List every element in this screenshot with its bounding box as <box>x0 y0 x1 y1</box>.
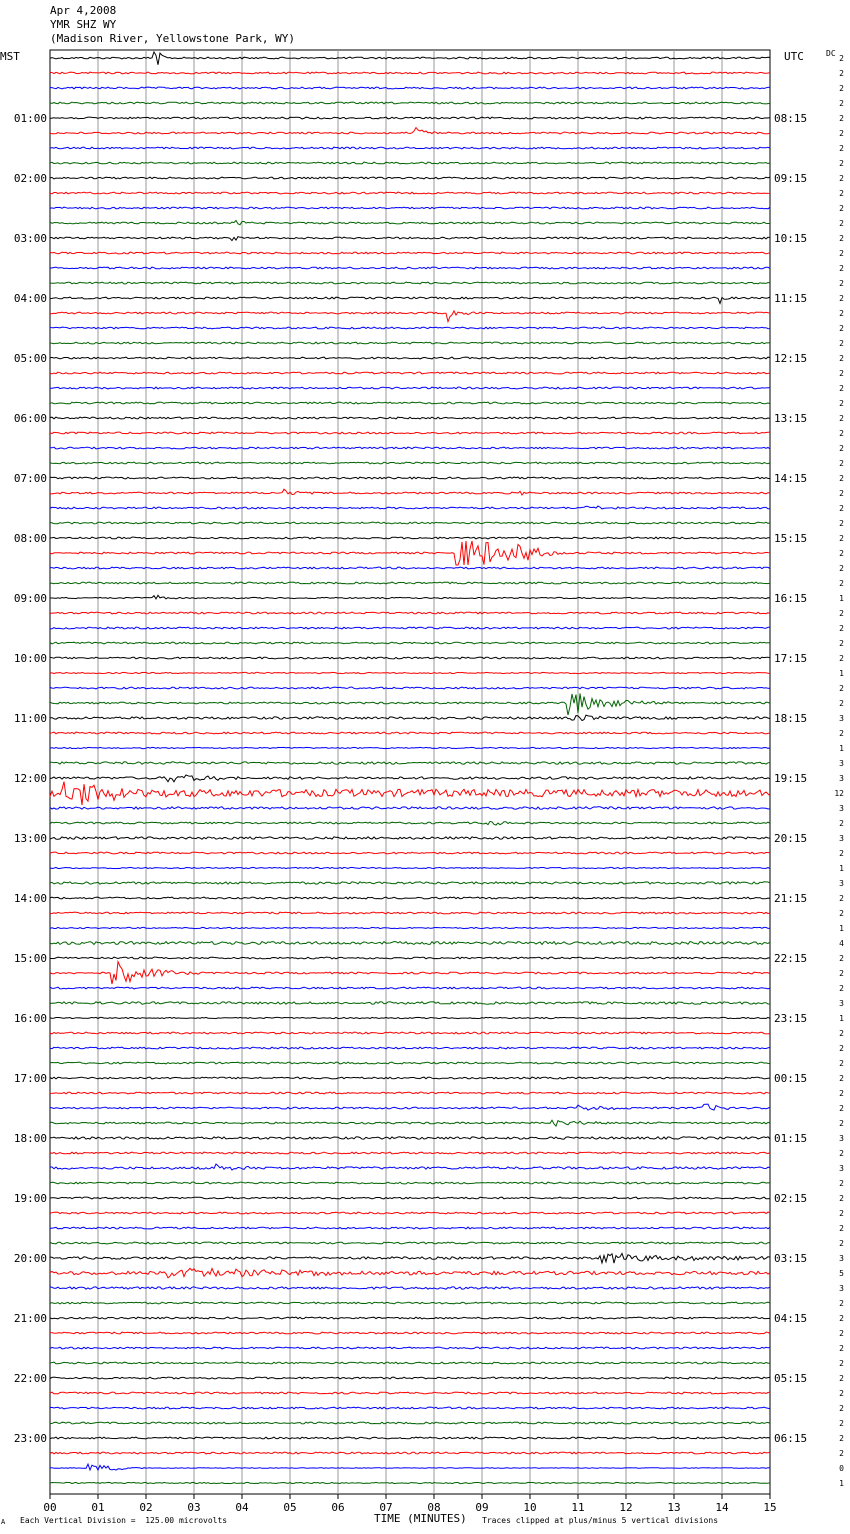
seismic-trace <box>50 1227 770 1229</box>
utc-hour-label: 17:15 <box>774 652 808 665</box>
dc-offset-value: 2 <box>839 354 844 363</box>
utc-hour-label: 03:15 <box>774 1252 808 1265</box>
x-tick-label: 04 <box>235 1501 249 1514</box>
seismic-trace <box>50 1317 770 1319</box>
utc-axis-label: UTC <box>784 50 804 63</box>
dc-offset-value: 2 <box>839 384 844 393</box>
seismic-trace <box>50 1182 770 1184</box>
seismic-trace <box>50 1437 770 1439</box>
mst-hour-label: 11:00 <box>13 712 47 725</box>
dc-offset-value: 1 <box>839 669 844 678</box>
x-tick-label: 14 <box>715 1501 729 1514</box>
seismic-trace <box>50 672 770 673</box>
dc-offset-value: 2 <box>839 909 844 918</box>
seismic-trace <box>50 1332 770 1334</box>
x-tick-label: 05 <box>283 1501 297 1514</box>
utc-hour-label: 15:15 <box>774 532 808 545</box>
dc-offset-value: 2 <box>839 54 844 63</box>
dc-offset-value: 2 <box>839 729 844 738</box>
mst-hour-label: 14:00 <box>13 892 47 905</box>
dc-offset-value: 2 <box>839 1209 844 1218</box>
x-tick-label: 13 <box>667 1501 681 1514</box>
seismic-trace <box>50 489 770 495</box>
utc-hour-label: 01:15 <box>774 1132 808 1145</box>
seismic-trace <box>50 1137 770 1139</box>
dc-offset-value: 2 <box>839 84 844 93</box>
seismic-trace <box>50 237 770 241</box>
dc-offset-value: 2 <box>839 1059 844 1068</box>
mst-hour-label: 01:00 <box>13 112 47 125</box>
dc-offset-value: 3 <box>839 759 844 768</box>
mst-hour-label: 08:00 <box>13 532 47 545</box>
dc-offset-value: 2 <box>839 624 844 633</box>
seismic-trace <box>50 627 770 629</box>
seismic-trace <box>50 852 770 854</box>
seismic-trace <box>50 715 770 720</box>
dc-offset-value: 2 <box>839 1119 844 1128</box>
seismic-trace <box>50 522 770 524</box>
x-tick-label: 10 <box>523 1501 537 1514</box>
seismic-trace <box>50 987 770 989</box>
seismic-trace <box>50 1482 770 1483</box>
dc-offset-value: 2 <box>839 1359 844 1368</box>
dc-offset-value: 2 <box>839 1029 844 1038</box>
utc-hour-label: 14:15 <box>774 472 808 485</box>
x-tick-label: 11 <box>571 1501 585 1514</box>
seismic-trace <box>50 1362 770 1364</box>
seismic-trace <box>50 207 770 209</box>
dc-offset-value: 2 <box>839 264 844 273</box>
seismic-trace <box>50 657 770 659</box>
dc-offset-value: 2 <box>839 504 844 513</box>
dc-offset-value: 2 <box>839 459 844 468</box>
dc-offset-value: 2 <box>839 294 844 303</box>
dc-offset-value: 2 <box>839 144 844 153</box>
mst-hour-label: 06:00 <box>13 412 47 425</box>
seismic-trace <box>50 147 770 149</box>
dc-offset-value: 2 <box>839 969 844 978</box>
dc-offset-value: 2 <box>839 534 844 543</box>
dc-offset-value: 2 <box>839 1419 844 1428</box>
seismic-trace <box>50 541 770 565</box>
dc-offset-value: 2 <box>839 309 844 318</box>
seismic-trace <box>50 537 770 539</box>
seismic-trace <box>50 1032 770 1034</box>
seismic-trace <box>50 87 770 89</box>
utc-hour-label: 13:15 <box>774 412 808 425</box>
dc-offset-value: 1 <box>839 924 844 933</box>
seismic-trace <box>50 1152 770 1154</box>
seismic-trace <box>50 327 770 329</box>
seismic-trace <box>50 1197 770 1199</box>
utc-hour-label: 21:15 <box>774 892 808 905</box>
seismic-trace <box>50 927 770 928</box>
date-label: Apr 4,2008 <box>50 4 117 17</box>
utc-hour-label: 23:15 <box>774 1012 808 1025</box>
seismic-trace <box>50 775 770 782</box>
utc-hour-label: 18:15 <box>774 712 808 725</box>
utc-hour-label: 12:15 <box>774 352 808 365</box>
dc-offset-value: 2 <box>839 1044 844 1053</box>
seismic-trace <box>50 52 770 65</box>
seismic-trace <box>50 837 770 839</box>
dc-offset-value: 2 <box>839 954 844 963</box>
dc-offset-value: 2 <box>839 159 844 168</box>
x-tick-label: 02 <box>139 1501 153 1514</box>
dc-offset-value: 2 <box>839 1329 844 1338</box>
dc-offset-value: 2 <box>839 324 844 333</box>
seismic-trace <box>50 582 770 584</box>
seismic-trace <box>50 567 770 569</box>
seismic-trace <box>50 595 770 599</box>
dc-offset-value: 2 <box>839 549 844 558</box>
dc-offset-value: 4 <box>839 939 844 948</box>
dc-offset-value: 2 <box>839 1449 844 1458</box>
utc-hour-label: 02:15 <box>774 1192 808 1205</box>
seismic-trace <box>50 821 770 825</box>
x-tick-label: 07 <box>379 1501 393 1514</box>
x-tick-label: 15 <box>763 1501 777 1514</box>
x-axis-title: TIME (MINUTES) <box>374 1512 467 1525</box>
mst-hour-label: 10:00 <box>13 652 47 665</box>
seismic-trace <box>50 506 770 509</box>
seismic-trace <box>50 962 770 984</box>
dc-offset-value: 2 <box>839 1434 844 1443</box>
seismic-trace <box>50 282 770 284</box>
seismic-trace <box>50 162 770 164</box>
dc-offset-value: 2 <box>839 474 844 483</box>
seismic-trace <box>50 1392 770 1394</box>
seismic-trace <box>50 867 770 868</box>
dc-offset-value: 2 <box>839 564 844 573</box>
seismic-trace <box>50 372 770 374</box>
seismic-trace <box>50 417 770 419</box>
seismic-trace <box>50 693 770 715</box>
mst-hour-label: 04:00 <box>13 292 47 305</box>
dc-offset-value: 2 <box>839 579 844 588</box>
dc-offset-value: 3 <box>839 1254 844 1263</box>
station-label: YMR SHZ WY <box>50 18 117 31</box>
dc-offset-value: 2 <box>839 519 844 528</box>
seismic-trace <box>50 477 770 479</box>
dc-offset-value: 2 <box>839 1104 844 1113</box>
seismic-trace <box>50 1422 770 1424</box>
dc-offset-value: 2 <box>839 1089 844 1098</box>
dc-offset-value: 2 <box>839 654 844 663</box>
mst-hour-label: 18:00 <box>13 1132 47 1145</box>
mst-hour-label: 07:00 <box>13 472 47 485</box>
seismic-trace <box>50 252 770 254</box>
dc-offset-value: 1 <box>839 864 844 873</box>
dc-offset-value: 3 <box>839 834 844 843</box>
dc-offset-value: 2 <box>839 429 844 438</box>
seismic-trace <box>50 1077 770 1079</box>
dc-offset-value: 2 <box>839 1299 844 1308</box>
seismic-trace <box>50 1347 770 1349</box>
mst-hour-label: 15:00 <box>13 952 47 965</box>
seismic-trace <box>50 1377 770 1379</box>
seismic-trace <box>50 72 770 74</box>
utc-hour-label: 10:15 <box>774 232 808 245</box>
seismic-trace <box>50 1092 770 1094</box>
dc-header-label: DC <box>826 49 836 58</box>
dc-offset-value: 2 <box>839 1179 844 1188</box>
dc-offset-value: 2 <box>839 1239 844 1248</box>
dc-offset-value: 2 <box>839 279 844 288</box>
dc-offset-value: 2 <box>839 234 844 243</box>
dc-offset-value: 2 <box>839 894 844 903</box>
x-tick-label: 09 <box>475 1501 489 1514</box>
dc-offset-value: 1 <box>839 744 844 753</box>
dc-offset-value: 2 <box>839 1224 844 1233</box>
utc-hour-label: 20:15 <box>774 832 808 845</box>
utc-hour-label: 08:15 <box>774 112 808 125</box>
x-tick-label: 03 <box>187 1501 201 1514</box>
seismic-trace <box>50 1017 770 1018</box>
dc-offset-value: 2 <box>839 684 844 693</box>
mst-hour-label: 19:00 <box>13 1192 47 1205</box>
seismic-trace <box>50 447 770 449</box>
dc-offset-value: 2 <box>839 189 844 198</box>
dc-offset-value: 2 <box>839 399 844 408</box>
utc-hour-label: 16:15 <box>774 592 808 605</box>
dc-offset-value: 2 <box>839 984 844 993</box>
seismic-trace <box>50 747 770 748</box>
seismic-trace <box>50 1120 770 1126</box>
mst-hour-label: 23:00 <box>13 1432 47 1445</box>
seismic-trace <box>50 942 770 945</box>
seismic-trace <box>50 732 770 734</box>
seismic-trace <box>50 402 770 404</box>
seismic-trace <box>50 1002 770 1004</box>
seismic-trace <box>50 177 770 179</box>
dc-offset-value: 2 <box>839 1389 844 1398</box>
plot-frame <box>50 50 770 1494</box>
seismic-trace <box>50 687 770 689</box>
seismic-trace <box>50 912 770 914</box>
scale-note: Each Vertical Division = 125.00 microvolts <box>20 1516 228 1525</box>
seismic-trace <box>50 1464 770 1470</box>
dc-offset-value: 0 <box>839 1464 844 1473</box>
x-tick-label: 01 <box>91 1501 105 1514</box>
seismic-trace <box>50 1253 770 1263</box>
dc-offset-value: 2 <box>839 1344 844 1353</box>
dc-offset-value: 2 <box>839 1374 844 1383</box>
x-tick-label: 06 <box>331 1501 345 1514</box>
dc-offset-value: 2 <box>839 849 844 858</box>
dc-offset-value: 2 <box>839 69 844 78</box>
dc-offset-value: 2 <box>839 444 844 453</box>
utc-hour-label: 19:15 <box>774 772 808 785</box>
seismic-trace <box>50 782 770 805</box>
dc-offset-value: 2 <box>839 1149 844 1158</box>
seismic-trace <box>50 1268 770 1277</box>
seismic-trace <box>50 1407 770 1409</box>
seismic-trace <box>50 297 770 303</box>
mst-hour-label: 05:00 <box>13 352 47 365</box>
utc-hour-label: 04:15 <box>774 1312 808 1325</box>
mst-hour-label: 20:00 <box>13 1252 47 1265</box>
dc-offset-value: 3 <box>839 774 844 783</box>
utc-hour-label: 11:15 <box>774 292 808 305</box>
dc-offset-value: 2 <box>839 174 844 183</box>
dc-offset-value: 1 <box>839 1479 844 1488</box>
dc-offset-value: 3 <box>839 804 844 813</box>
mst-hour-label: 17:00 <box>13 1072 47 1085</box>
seismic-trace <box>50 1047 770 1049</box>
dc-offset-value: 2 <box>839 819 844 828</box>
seismic-trace <box>50 462 770 464</box>
location-label: (Madison River, Yellowstone Park, WY) <box>50 32 296 45</box>
utc-hour-label: 09:15 <box>774 172 808 185</box>
dc-offset-value: 2 <box>839 219 844 228</box>
seismic-trace <box>50 1302 770 1304</box>
utc-hour-label: 22:15 <box>774 952 808 965</box>
seismic-trace <box>50 387 770 389</box>
utc-hour-label: 06:15 <box>774 1432 808 1445</box>
dc-offset-value: 2 <box>839 1314 844 1323</box>
dc-offset-value: 1 <box>839 594 844 603</box>
x-tick-label: 12 <box>619 1501 633 1514</box>
mst-axis-label: MST <box>0 50 20 63</box>
dc-offset-value: 12 <box>834 789 844 798</box>
mst-hour-label: 12:00 <box>13 772 47 785</box>
dc-offset-value: 2 <box>839 1404 844 1413</box>
clip-note: Traces clipped at plus/minus 5 vertical divisions <box>482 1516 719 1525</box>
seismic-trace <box>50 897 770 899</box>
x-tick-label: 00 <box>43 1501 57 1514</box>
seismic-trace <box>50 267 770 269</box>
seismic-trace <box>50 357 770 359</box>
dc-offset-value: 2 <box>839 699 844 708</box>
dc-offset-value: 3 <box>839 999 844 1008</box>
seismic-trace <box>50 807 770 809</box>
scale-marker: A <box>1 1518 6 1526</box>
seismic-trace <box>50 612 770 614</box>
dc-offset-value: 2 <box>839 249 844 258</box>
dc-offset-value: 2 <box>839 489 844 498</box>
dc-offset-value: 5 <box>839 1269 844 1278</box>
seismic-trace <box>50 342 770 344</box>
seismic-trace <box>50 1242 770 1244</box>
dc-offset-value: 2 <box>839 99 844 108</box>
dc-offset-value: 1 <box>839 1014 844 1023</box>
seismic-trace <box>50 882 770 884</box>
seismic-trace <box>50 1164 770 1170</box>
seismic-trace <box>50 128 770 134</box>
dc-offset-value: 3 <box>839 1164 844 1173</box>
dc-offset-value: 3 <box>839 1134 844 1143</box>
seismic-trace <box>50 221 770 225</box>
x-tick-label: 08 <box>427 1501 441 1514</box>
dc-offset-value: 2 <box>839 609 844 618</box>
mst-hour-label: 02:00 <box>13 172 47 185</box>
dc-offset-value: 3 <box>839 714 844 723</box>
seismic-trace <box>50 432 770 434</box>
seismic-trace <box>50 1104 770 1110</box>
dc-offset-value: 2 <box>839 1074 844 1083</box>
seismic-trace <box>50 102 770 104</box>
mst-hour-label: 22:00 <box>13 1372 47 1385</box>
seismic-trace <box>50 957 770 959</box>
dc-offset-value: 2 <box>839 414 844 423</box>
seismic-trace <box>50 1452 770 1454</box>
seismic-trace <box>50 1287 770 1289</box>
mst-hour-label: 09:00 <box>13 592 47 605</box>
seismic-trace <box>50 311 770 322</box>
utc-hour-label: 00:15 <box>774 1072 808 1085</box>
seismic-trace <box>50 1212 770 1214</box>
dc-offset-value: 2 <box>839 369 844 378</box>
utc-hour-label: 05:15 <box>774 1372 808 1385</box>
mst-hour-label: 03:00 <box>13 232 47 245</box>
dc-offset-value: 2 <box>839 114 844 123</box>
seismic-trace <box>50 642 770 644</box>
seismic-trace <box>50 1062 770 1064</box>
dc-offset-value: 2 <box>839 639 844 648</box>
dc-offset-value: 2 <box>839 1194 844 1203</box>
dc-offset-value: 3 <box>839 879 844 888</box>
dc-offset-value: 2 <box>839 204 844 213</box>
seismic-trace <box>50 762 770 764</box>
mst-hour-label: 21:00 <box>13 1312 47 1325</box>
dc-offset-value: 2 <box>839 129 844 138</box>
dc-offset-value: 2 <box>839 339 844 348</box>
seismic-trace <box>50 117 770 119</box>
mst-hour-label: 13:00 <box>13 832 47 845</box>
mst-hour-label: 16:00 <box>13 1012 47 1025</box>
dc-offset-value: 3 <box>839 1284 844 1293</box>
seismic-trace <box>50 192 770 194</box>
